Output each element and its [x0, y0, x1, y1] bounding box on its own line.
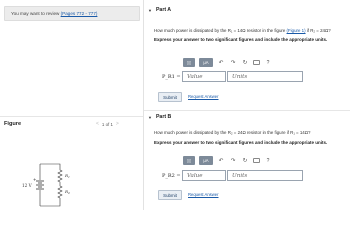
part-b-header[interactable]	[148, 114, 171, 120]
part-b-question: How much power is dissipated by the R₂ = 24Ω resistor in the figure if R₁ = 14Ω?	[154, 130, 311, 135]
part-b-request-answer-link[interactable]: Request Answer	[188, 192, 219, 197]
part-b-units-input[interactable]: Units	[227, 170, 303, 181]
part-a-title: Part A	[155, 7, 172, 13]
circuit-diagram	[20, 160, 80, 210]
next-figure-button[interactable]: >	[115, 121, 119, 127]
templates-button[interactable]: ▯▯	[183, 156, 195, 165]
part-a-request-answer-link[interactable]: Request Answer	[188, 94, 219, 99]
battery-symbol	[36, 181, 44, 189]
collapse-triangle-icon[interactable]: ▼	[148, 114, 152, 120]
part-a-answer-label: P_R1 =	[162, 73, 181, 80]
figure-label: Figure	[4, 121, 22, 127]
redo-icon[interactable]: ↷	[230, 59, 236, 66]
battery-label: 12 V	[22, 183, 32, 188]
part-b-title: Part B	[155, 114, 172, 120]
prev-figure-button[interactable]: <	[96, 121, 99, 127]
units-symbol-button[interactable]: μA	[199, 156, 213, 165]
part-a-units-input[interactable]: Units	[227, 71, 303, 82]
battery-plus-label: +	[33, 177, 37, 182]
part-b-answer-label: P_R2 =	[162, 172, 181, 179]
part-a-header[interactable]	[148, 7, 171, 13]
keyboard-icon[interactable]	[253, 158, 260, 163]
figure-1-link[interactable]: (Figure 1)	[286, 28, 306, 33]
undo-icon[interactable]: ↶	[218, 59, 224, 66]
pager-text: 1 of 1	[101, 121, 113, 127]
part-b-toolbar	[183, 156, 272, 165]
right-panel	[144, 0, 350, 210]
part-b-value-input[interactable]: Value	[182, 170, 226, 181]
collapse-triangle-icon[interactable]: ▼	[148, 7, 152, 13]
help-icon[interactable]: ?	[266, 157, 270, 164]
review-note	[4, 6, 140, 21]
resistor-r2-symbol	[58, 184, 62, 198]
figure-pager	[96, 121, 119, 127]
reset-icon[interactable]: ↻	[242, 59, 248, 66]
figure-header	[0, 116, 143, 136]
part-a-answer-row	[162, 71, 303, 82]
r2-label: $R_2$	[65, 189, 70, 195]
units-symbol-button[interactable]: μA	[199, 58, 213, 67]
part-a-submit-button[interactable]: Submit	[158, 92, 182, 102]
templates-button[interactable]: ▯▯	[183, 58, 195, 67]
redo-icon[interactable]: ↷	[230, 157, 236, 164]
keyboard-icon[interactable]	[253, 60, 260, 65]
undo-icon[interactable]: ↶	[218, 157, 224, 164]
review-pages-link[interactable]: (Pages 772 - 777)	[60, 11, 98, 16]
part-divider	[144, 110, 350, 111]
reset-icon[interactable]: ↻	[242, 157, 248, 164]
part-a-toolbar	[183, 58, 272, 67]
part-b-answer-row	[162, 170, 303, 181]
review-text: You may want to review	[11, 11, 61, 16]
part-a-question: How much power is dissipated by the R₁ = 14Ω resistor in the figure (Figure 1) if R₂ = 24Ω?	[154, 28, 331, 33]
resistor-r1-symbol	[58, 168, 62, 184]
part-a-instruction: Express your answer to two significant figures and include the appropriate units.	[154, 37, 328, 42]
part-b-instruction: Express your answer to two significant figures and include the appropriate units.	[154, 140, 328, 145]
part-a-value-input[interactable]: Value	[182, 71, 226, 82]
left-panel	[0, 0, 143, 210]
part-b-submit-button[interactable]: Submit	[158, 190, 182, 200]
help-icon[interactable]: ?	[266, 59, 270, 66]
r1-label: $R_1$	[65, 173, 70, 179]
